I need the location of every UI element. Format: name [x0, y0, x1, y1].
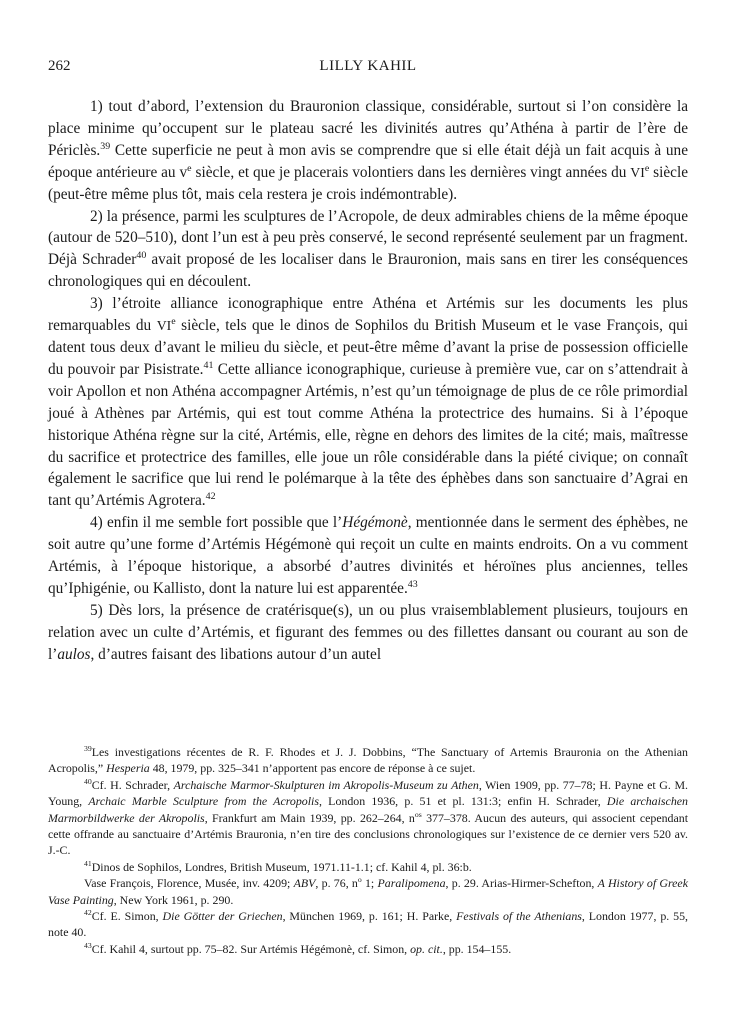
- text-run: siècle, et que je placerais volontiers dans les dernières vingt années du: [191, 163, 631, 181]
- italic-text: op. cit.: [410, 941, 443, 956]
- text-run: siècle, tels que le dinos de Sophilos du British Museum et le vase François, qui datent tous deux d’avant le milieu du siècle, et peut-être même d’avant la prise de possession officielle du pouvoir par Pisistrate.: [48, 317, 689, 378]
- superscript: o: [357, 875, 362, 885]
- footnote-41: [48, 859, 688, 875]
- superscript: 40: [84, 776, 92, 786]
- footnote-39: [48, 744, 688, 777]
- text-run: , London 1977, p. 55, note 40.: [48, 909, 689, 940]
- superscript: os: [414, 809, 422, 819]
- italic-text: Hégémonè: [342, 514, 408, 532]
- page-number: 262: [48, 58, 71, 74]
- italic-text: aulos: [57, 645, 91, 663]
- text-run: 48, 1979, pp. 325–341 n’apportent pas encore de réponse à ce sujet.: [149, 761, 476, 776]
- italic-text: Die Götter der Griechen: [162, 909, 283, 924]
- text-run: , New York 1961, p. 290.: [113, 892, 234, 907]
- text-run: , p. 76, n: [315, 876, 358, 891]
- text-run: , München 1969, p. 161; H. Parke,: [282, 909, 457, 924]
- text-run: , Frankfurt am Main 1939, pp. 262–264, n: [204, 810, 415, 825]
- paragraph: [48, 512, 688, 600]
- italic-text: A History of Greek Vase Painting: [48, 876, 688, 907]
- superscript: 39: [100, 140, 111, 152]
- text-run: , London 1936, p. 51 et pl. 131:3; enfin H. Schrader,: [318, 794, 607, 809]
- text-run: Dinos de Sophilos, Londres, British Museum, 1971.11-1.1; cf. Kahil 4, pl. 36:b.: [91, 859, 472, 874]
- superscript: e: [187, 162, 192, 174]
- italic-text: Die archaischen Marmorbildwerke der Akropolis: [48, 794, 688, 825]
- text-run: v: [179, 163, 188, 181]
- text-run: Cette alliance iconographique, curieuse à première vue, car on s’attendrait à voir Apollon et non Athéna accompagner Artémis, n’est qu’un témoignage de plus de ce rôle primordial joué à Athènes par Artémis, qui est tout comme Athéna la protectrice des humains. Si à l’époque historique Athéna règne sur la cité, Artémis, elle, règne en dehors des limites de la cité; mais, maîtresse du sacrifice et protectrice des familles, elle joue un rôle considérable dans la piété civique; on connaît également le sacrifice que lui rend le polémarque à la tête des éphèbes dans son sanctuaire d’Agrai en tant qu’Artémis Agrotera.: [48, 360, 688, 510]
- footnote-43: [48, 941, 688, 957]
- superscript: 43: [407, 578, 418, 590]
- footnote-40: [48, 777, 688, 859]
- text-run: , Wien 1909, pp. 77–78; H. Payne et G. M. Young,: [48, 777, 688, 809]
- footnote-41-continued: [48, 875, 688, 908]
- text-run: 377–378. Aucun des auteurs, qui associent cependant cette offrande au sanctuaire d’Artémis Brauronia, n’en tire des conclusions chronologiques sur l’existence de ce dernier vers 520 av. J.-C.: [48, 810, 689, 858]
- text-run: Cf. Kahil 4, surtout pp. 75–82. Sur Artémis Hégémonè, cf. Simon,: [91, 941, 411, 956]
- text-run: Cf. E. Simon,: [91, 909, 163, 924]
- italic-text: ABV: [293, 876, 316, 891]
- text-run: 4) enfin il me semble fort possible que l’: [90, 514, 343, 532]
- running-header: [48, 58, 688, 80]
- footnotes: [48, 744, 688, 957]
- small-caps-text: VI: [156, 318, 172, 334]
- text-run: 2) la présence, parmi les sculptures de l’Acropole, de deux admirables chiens de la même époque (autour de 520–510), dont l’un est à peu près conservé, le second représenté seulement par un fragment. Déjà Schrader: [48, 207, 688, 269]
- text-run: Cf. H. Schrader,: [91, 777, 174, 792]
- superscript: 42: [84, 908, 92, 918]
- paragraph: [48, 206, 688, 294]
- italic-text: Archaische Marmor-Skulpturen im Akropolis-Museum zu Athen: [173, 777, 479, 792]
- text-run: 1) tout d’abord, l’extension du Brauronion classique, considérable, surtout si l’on considère la place minime qu’occupent sur le plateau sacré les divinités autres qu’Athéna à partir de l’ère de Périclès.: [48, 98, 688, 159]
- italic-text: Festivals of the Athenians: [456, 909, 582, 924]
- superscript: 43: [84, 940, 92, 950]
- text-run: 5) Dès lors, la présence de cratérisque(s), un ou plus vraisemblablement plusieurs, toujours en relation avec un culte d’Artémis, et figurant des femmes ou des fillettes dansant ou courant au son de l’: [48, 601, 688, 663]
- text-run: , d’autres faisant des libations autour d’un autel: [90, 645, 382, 663]
- superscript: 40: [136, 250, 147, 262]
- paragraph: [48, 293, 688, 512]
- text-run: Vase François, Florence, Musée, inv. 4209;: [84, 876, 294, 891]
- superscript: 41: [203, 359, 214, 371]
- text-run: 1;: [361, 876, 378, 891]
- text-run: , pp. 154–155.: [442, 941, 512, 956]
- superscript: e: [171, 315, 176, 327]
- superscript: e: [644, 162, 650, 174]
- italic-text: Archaic Marble Sculpture from the Acropolis: [88, 794, 319, 809]
- paragraph: [48, 600, 688, 666]
- superscript: 42: [205, 491, 216, 503]
- text-run: avait proposé de les localiser dans le Brauronion, mais sans en tirer les conséquences chronologiques qui en découlent.: [48, 251, 688, 291]
- text-run: , p. 29. Arias-Hirmer-Schefton,: [445, 876, 598, 891]
- superscript: 41: [84, 858, 92, 868]
- running-title: LILLY KAHIL: [319, 58, 417, 74]
- text-run: siècle (peut-être même plus tôt, mais cela restera je crois indémontrable).: [48, 163, 688, 203]
- italic-text: Hesperia: [106, 761, 150, 776]
- main-text: [48, 96, 688, 666]
- text-run: Les investigations récentes de R. F. Rhodes et J. J. Dobbins, “The Sanctuary of Artemis Brauronia on the Athenian Acropolis,”: [48, 745, 688, 776]
- footnote-42: [48, 908, 688, 941]
- text-run: Cette superficie ne peut à mon avis se comprendre que si elle était déjà un fait acquis à une époque antérieure au: [48, 141, 688, 181]
- paragraph: [48, 96, 688, 206]
- superscript: 39: [84, 744, 92, 754]
- text-run: , mentionnée dans le serment des éphèbes, ne soit autre qu’une forme d’Artémis Hégémonè qui reçoit un culte en maints endroits. On a vu comment Artémis, à l’époque historique, a absorbé d’autres divinités et héroïnes plus anciennes, telles qu’Iphigénie, ou Kallisto, dont la nature lui est apparentée.: [48, 514, 688, 597]
- small-caps-text: VI: [630, 164, 645, 180]
- text-run: 3) l’étroite alliance iconographique entre Athéna et Artémis sur les documents les plus remarquables du: [48, 295, 688, 335]
- italic-text: Paralipomena: [377, 876, 446, 891]
